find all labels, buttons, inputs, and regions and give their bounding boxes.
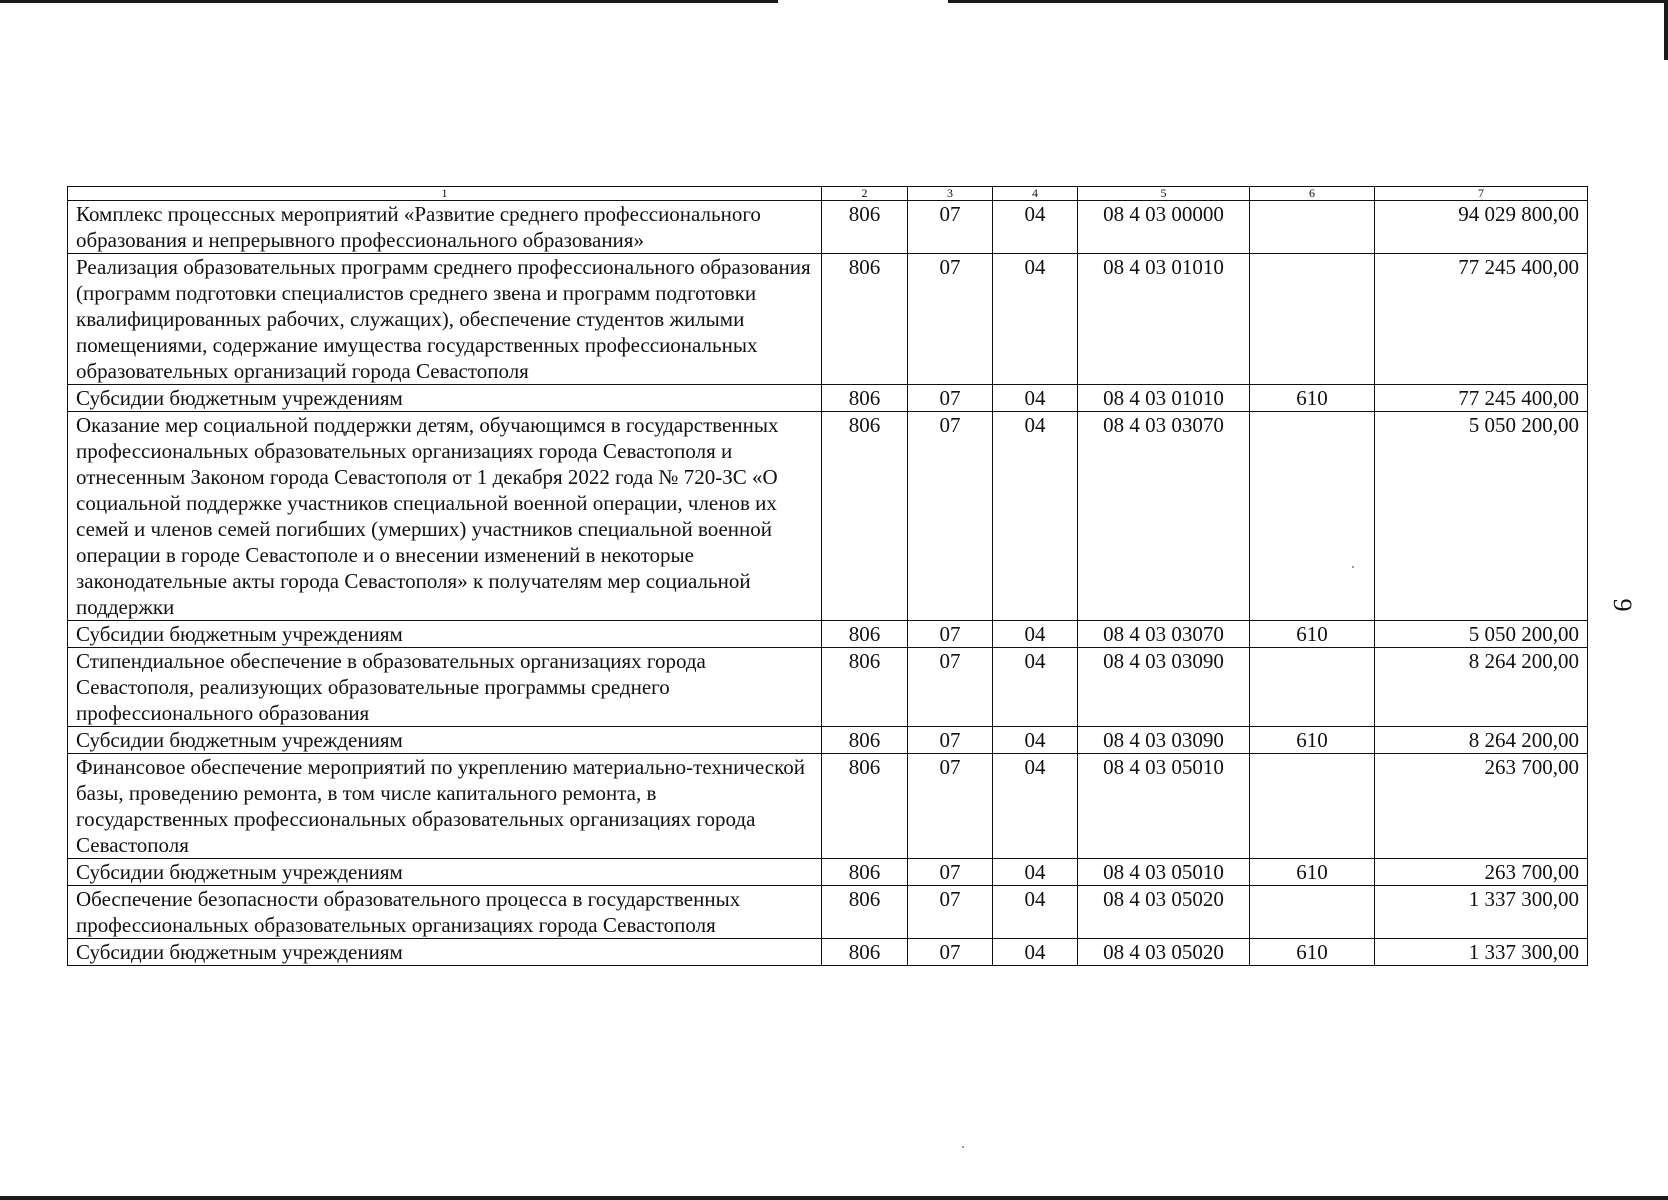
col3-cell: 07 <box>908 412 993 621</box>
col5-cell: 08 4 03 00000 <box>1078 201 1250 254</box>
page-number: 9 <box>1608 598 1637 612</box>
col2-cell: 806 <box>822 727 908 754</box>
col4-cell: 04 <box>993 621 1078 648</box>
expense-name-cell: Стипендиальное обеспечение в образовательных организациях города Севастополя, реализующих образовательные программы среднего профессионального образования <box>68 648 822 727</box>
col6-cell <box>1250 754 1375 859</box>
table-row <box>68 254 1588 385</box>
col6-cell: 610 <box>1250 385 1375 412</box>
column-header: 7 <box>1375 187 1588 201</box>
col7-cell: 263 700,00 <box>1375 754 1588 859</box>
table-row <box>68 621 1588 648</box>
column-header: 4 <box>993 187 1078 201</box>
column-header: 1 <box>68 187 822 201</box>
col3-cell: 07 <box>908 727 993 754</box>
scan-edge-top-right <box>948 0 1668 3</box>
col7-cell: 5 050 200,00 <box>1375 621 1588 648</box>
col7-cell: 1 337 300,00 <box>1375 939 1588 966</box>
col2-cell: 806 <box>822 648 908 727</box>
table-row <box>68 754 1588 859</box>
col5-cell: 08 4 03 05020 <box>1078 939 1250 966</box>
table-row <box>68 648 1588 727</box>
col4-cell: 04 <box>993 886 1078 939</box>
col3-cell: 07 <box>908 385 993 412</box>
col7-cell: 263 700,00 <box>1375 859 1588 886</box>
col7-cell: 8 264 200,00 <box>1375 727 1588 754</box>
col4-cell: 04 <box>993 412 1078 621</box>
table-row <box>68 412 1588 621</box>
scan-edge-right <box>1664 0 1668 60</box>
scan-edge-bottom <box>0 1196 1668 1200</box>
col4-cell: 04 <box>993 648 1078 727</box>
col3-cell: 07 <box>908 859 993 886</box>
col3-cell: 07 <box>908 648 993 727</box>
col6-cell <box>1250 648 1375 727</box>
col4-cell: 04 <box>993 727 1078 754</box>
table-row <box>68 939 1588 966</box>
expense-name-cell: Реализация образовательных программ среднего профессионального образования (программ подготовки специалистов среднего звена и программ подготовки квалифицированных рабочих, служащих), обеспечение студентов жилыми помещениями, содержание имущества государственных профессиональных образовательных организаций города Севастополя <box>68 254 822 385</box>
col3-cell: 07 <box>908 939 993 966</box>
col2-cell: 806 <box>822 886 908 939</box>
col6-cell: 610 <box>1250 727 1375 754</box>
col7-cell: 1 337 300,00 <box>1375 886 1588 939</box>
table-row <box>68 886 1588 939</box>
col6-cell <box>1250 201 1375 254</box>
column-header: 3 <box>908 187 993 201</box>
col6-cell: 610 <box>1250 859 1375 886</box>
col6-cell <box>1250 886 1375 939</box>
col5-cell: 08 4 03 05010 <box>1078 754 1250 859</box>
col4-cell: 04 <box>993 754 1078 859</box>
col6-cell: 610 <box>1250 621 1375 648</box>
col5-cell: 08 4 03 03070 <box>1078 412 1250 621</box>
budget-table <box>67 186 1588 966</box>
expense-name-cell: Субсидии бюджетным учреждениям <box>68 385 822 412</box>
col2-cell: 806 <box>822 201 908 254</box>
table-row <box>68 859 1588 886</box>
column-header: 5 <box>1078 187 1250 201</box>
col2-cell: 806 <box>822 859 908 886</box>
col5-cell: 08 4 03 03070 <box>1078 621 1250 648</box>
col6-cell <box>1250 254 1375 385</box>
expense-name-cell: Субсидии бюджетным учреждениям <box>68 727 822 754</box>
expense-name-cell: Обеспечение безопасности образовательного процесса в государственных профессиональных образовательных организациях города Севастополя <box>68 886 822 939</box>
col2-cell: 806 <box>822 754 908 859</box>
expense-name-cell: Субсидии бюджетным учреждениям <box>68 621 822 648</box>
col7-cell: 77 245 400,00 <box>1375 385 1588 412</box>
expense-name-cell: Комплекс процессных мероприятий «Развитие среднего профессионального образования и непрерывного профессионального образования» <box>68 201 822 254</box>
col5-cell: 08 4 03 03090 <box>1078 648 1250 727</box>
col3-cell: 07 <box>908 201 993 254</box>
col5-cell: 08 4 03 03090 <box>1078 727 1250 754</box>
col7-cell: 5 050 200,00 <box>1375 412 1588 621</box>
col2-cell: 806 <box>822 412 908 621</box>
col5-cell: 08 4 03 01010 <box>1078 254 1250 385</box>
scan-speck <box>962 1146 964 1148</box>
scan-edge-top-left <box>0 0 778 3</box>
expense-name-cell: Субсидии бюджетным учреждениям <box>68 859 822 886</box>
table-row <box>68 385 1588 412</box>
col7-cell: 77 245 400,00 <box>1375 254 1588 385</box>
col3-cell: 07 <box>908 886 993 939</box>
col5-cell: 08 4 03 05020 <box>1078 886 1250 939</box>
col5-cell: 08 4 03 05010 <box>1078 859 1250 886</box>
col4-cell: 04 <box>993 385 1078 412</box>
col4-cell: 04 <box>993 254 1078 385</box>
expense-name-cell: Оказание мер социальной поддержки детям, обучающимся в государственных профессиональных образовательных организациях города Севастополя и отнесенным Законом города Севастополя от 1 декабря 2022 года № 720-ЗС «О социальной поддержке участников специальной военной операции, членов их семей и членов семей погибших (умерших) участников специальной военной операции в городе Севастополе и о внесении изменений в некоторые законодательные акты города Севастополя» к получателям мер социальной поддержки <box>68 412 822 621</box>
col2-cell: 806 <box>822 385 908 412</box>
table-row <box>68 727 1588 754</box>
col5-cell: 08 4 03 01010 <box>1078 385 1250 412</box>
col3-cell: 07 <box>908 754 993 859</box>
col3-cell: 07 <box>908 254 993 385</box>
col4-cell: 04 <box>993 859 1078 886</box>
table-row <box>68 201 1588 254</box>
col3-cell: 07 <box>908 621 993 648</box>
col6-cell <box>1250 412 1375 621</box>
col6-cell: 610 <box>1250 939 1375 966</box>
column-header: 6 <box>1250 187 1375 201</box>
col4-cell: 04 <box>993 939 1078 966</box>
col7-cell: 8 264 200,00 <box>1375 648 1588 727</box>
expense-name-cell: Субсидии бюджетным учреждениям <box>68 939 822 966</box>
col2-cell: 806 <box>822 254 908 385</box>
expense-name-cell: Финансовое обеспечение мероприятий по укреплению материально-технической базы, проведению ремонта, в том числе капитального ремонта, в государственных профессиональных образовательных организациях города Севастополя <box>68 754 822 859</box>
header-row <box>68 187 1588 201</box>
col2-cell: 806 <box>822 939 908 966</box>
col4-cell: 04 <box>993 201 1078 254</box>
table-body <box>68 187 1588 966</box>
column-header: 2 <box>822 187 908 201</box>
col2-cell: 806 <box>822 621 908 648</box>
col7-cell: 94 029 800,00 <box>1375 201 1588 254</box>
